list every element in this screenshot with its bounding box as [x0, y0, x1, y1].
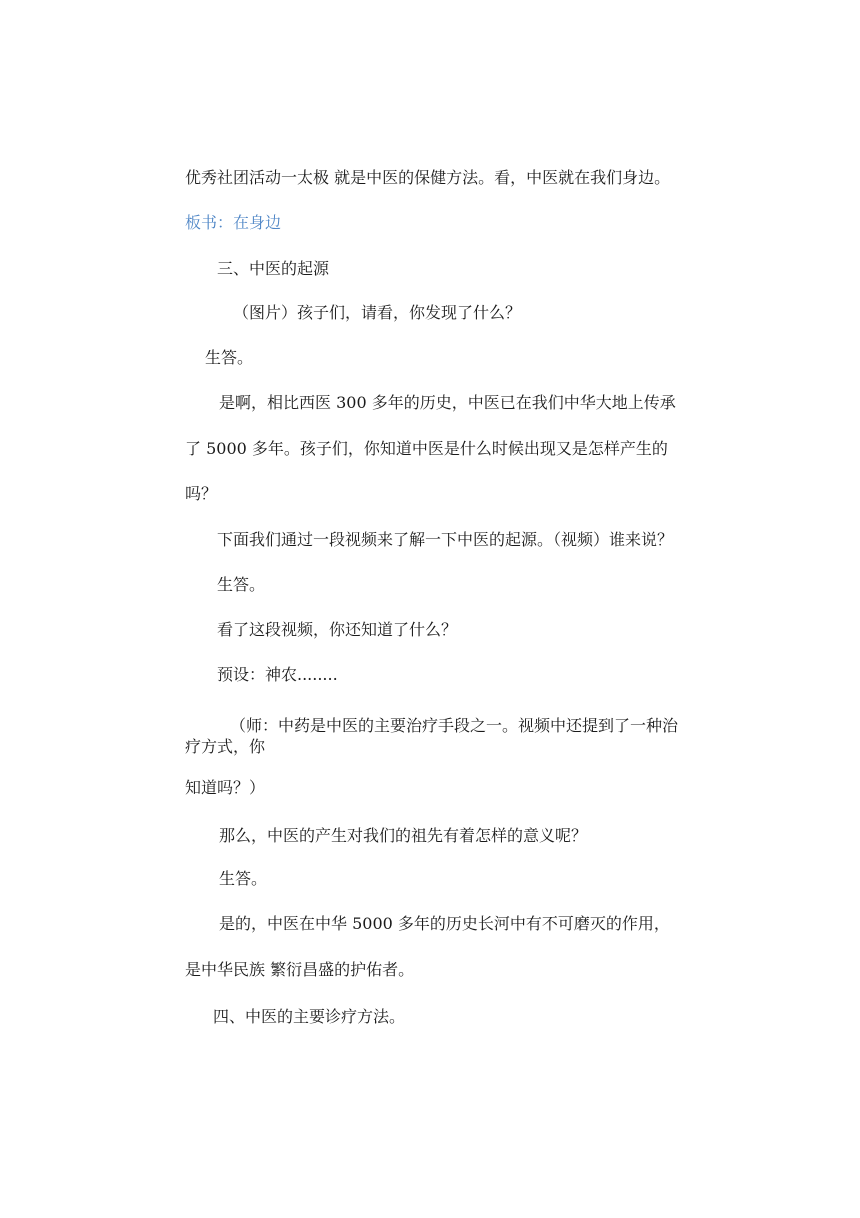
section-heading-origin: 三、中医的起源 — [217, 259, 330, 278]
paragraph-preset-answer: 预设：神农........ — [217, 665, 338, 684]
paragraph-video-intro: 下面我们通过一段视频来了解一下中医的起源。（视频）谁来说？ — [217, 530, 674, 549]
paragraph-teacher-note-line-3: 知道吗？） — [185, 778, 266, 797]
paragraph-history-line-3: 吗？ — [185, 484, 218, 503]
paragraph-significance-line-1: 是的，中医在中华 5000 多年的历史长河中有不可磨灭的作用， — [219, 914, 670, 933]
paragraph-picture-prompt: （图片）孩子们，请看，你发现了什么？ — [233, 303, 522, 322]
paragraph-student-answer-3: 生答。 — [219, 869, 268, 888]
paragraph-taiji: 优秀社团活动一太极 就是中医的保健方法。看，中医就在我们身边。 — [185, 168, 671, 187]
paragraph-significance-line-2: 是中华民族 繁衍昌盛的护佑者。 — [185, 960, 415, 979]
paragraph-student-answer-2: 生答。 — [217, 575, 266, 594]
paragraph-teacher-note-line-1: （师：中药是中医的主要治疗手段之一。视频中还提到了一种治 — [230, 716, 679, 735]
paragraph-history-line-1: 是啊，相比西医 300 多年的历史，中医已在我们中华大地上传承 — [219, 393, 676, 412]
paragraph-video-question: 看了这段视频，你还知道了什么？ — [217, 620, 458, 639]
paragraph-student-answer-1: 生答。 — [205, 348, 254, 367]
paragraph-significance-question: 那么，中医的产生对我们的祖先有着怎样的意义呢？ — [219, 826, 588, 845]
paragraph-history-line-2: 了 5000 多年。孩子们，你知道中医是什么时候出现又是怎样产生的 — [185, 439, 668, 458]
paragraph-teacher-note-line-2: 疗方式，你 — [185, 737, 266, 756]
blackboard-note: 板书：在身边 — [185, 213, 282, 232]
section-heading-methods: 四、中医的主要诊疗方法。 — [213, 1007, 406, 1026]
